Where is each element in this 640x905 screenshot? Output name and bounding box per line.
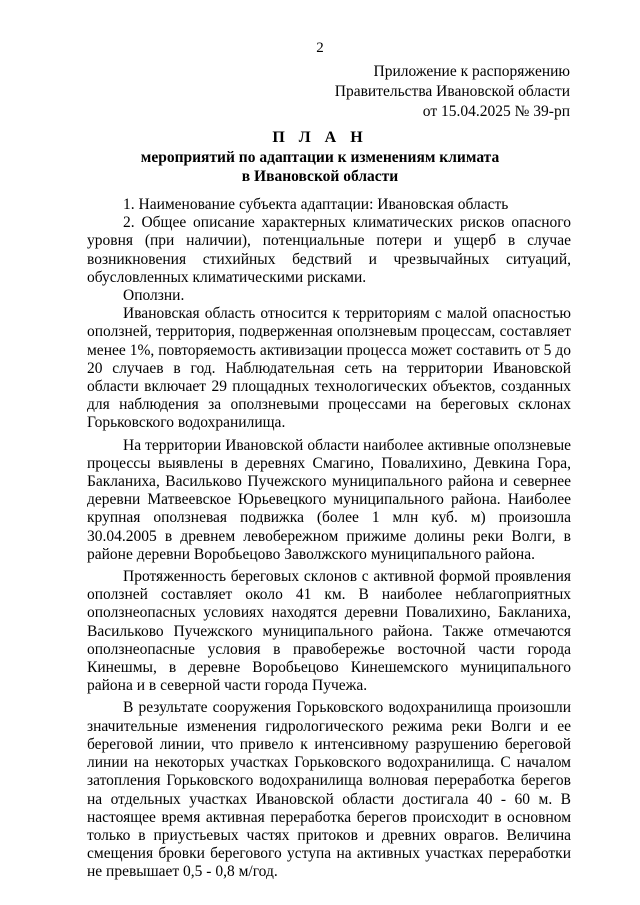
paragraph-landslides-overview: Ивановская область относится к территориям с малой опасностью оползней, территория, подверженная оползневым процессам, составляет менее 1%, повторяемость активизации процесса может составить от 5 до 20 случаев в год. Наблюдательная сеть на территории Ивановской области включает 29 площадных технологических объектов, созданных для наблюдения за оползневыми процессами на береговых склонах Горьковского водохранилища. [87,305,571,432]
document-title [0,128,640,186]
title-plan: П Л А Н [272,129,368,146]
appendix-header [335,62,570,122]
appendix-line-2: Правительства Ивановской области [334,83,570,100]
page-number: 2 [316,40,324,56]
paragraph-subject: 1. Наименование субъекта адаптации: Ивановская область [123,196,509,213]
appendix-line-3: от 15.04.2025 № 39-рп [422,103,570,120]
document-body [87,196,571,882]
paragraph-active-landslides: На территории Ивановской области наиболее активные оползневые процессы выявлены в деревнях Смагино, Повалихино, Девкина Гора, Бакланиха, Васильково Пучежского муниципального района и севернее деревни Матвеевское Юрьевецкого муниципального района. Наиболее крупная оползневая подвижка (более 1 млн куб. м) произошла 30.04.2005 в древнем левобережном прижиме долины реки Волги, в районе деревни Воробьецово Заволжского муниципального района. [87,436,571,563]
title-line-2: в Ивановской области [241,168,399,185]
paragraph-reservoir-effects: В результате сооружения Горьковского водохранилища произошли значительные изменения гидрологического режима реки Волги и ее береговой линии, что привело к интенсивному разрушению береговой линии на некоторых участках Горьковского водохранилища. С началом затопления Горьковского водохранилища волновая переработка берегов на отдельных участках Ивановской области достигала 40 - 60 м. В настоящее время активная переработка берегов происходит в основном только в приустьевых частях притоков и древних оврагов. Величина смещения бровки берегового уступа на активных участках переработки не превышает 0,5 - 0,8 м/год. [87,699,571,881]
appendix-line-1: Приложение к распоряжению [373,63,570,80]
paragraph-slope-length: Протяженность береговых склонов с активной формой проявления оползней составляет около 41 км. В наиболее неблагоприятных оползнеопасных условиях находятся деревни Повалихино, Бакланиха, Васильково Пучежского муниципального района. Также отмечаются оползнеопасные условия в правобережье восточной части города Кинешмы, в деревне Воробьецово Кинешемского муниципального района и в северной части города Пучежа. [87,568,571,695]
title-line-1: мероприятий по адаптации к изменениям климата [140,149,500,166]
paragraph-risks-description: 2. Общее описание характерных климатических рисков опасного уровня (при наличии), потенциальные потери и ущерб в случае возникновения стихийных бедствий и чрезвычайных ситуаций, обусловленных климатическими рисками. [87,214,571,286]
paragraph-landslides-heading: Оползни. [123,287,185,305]
